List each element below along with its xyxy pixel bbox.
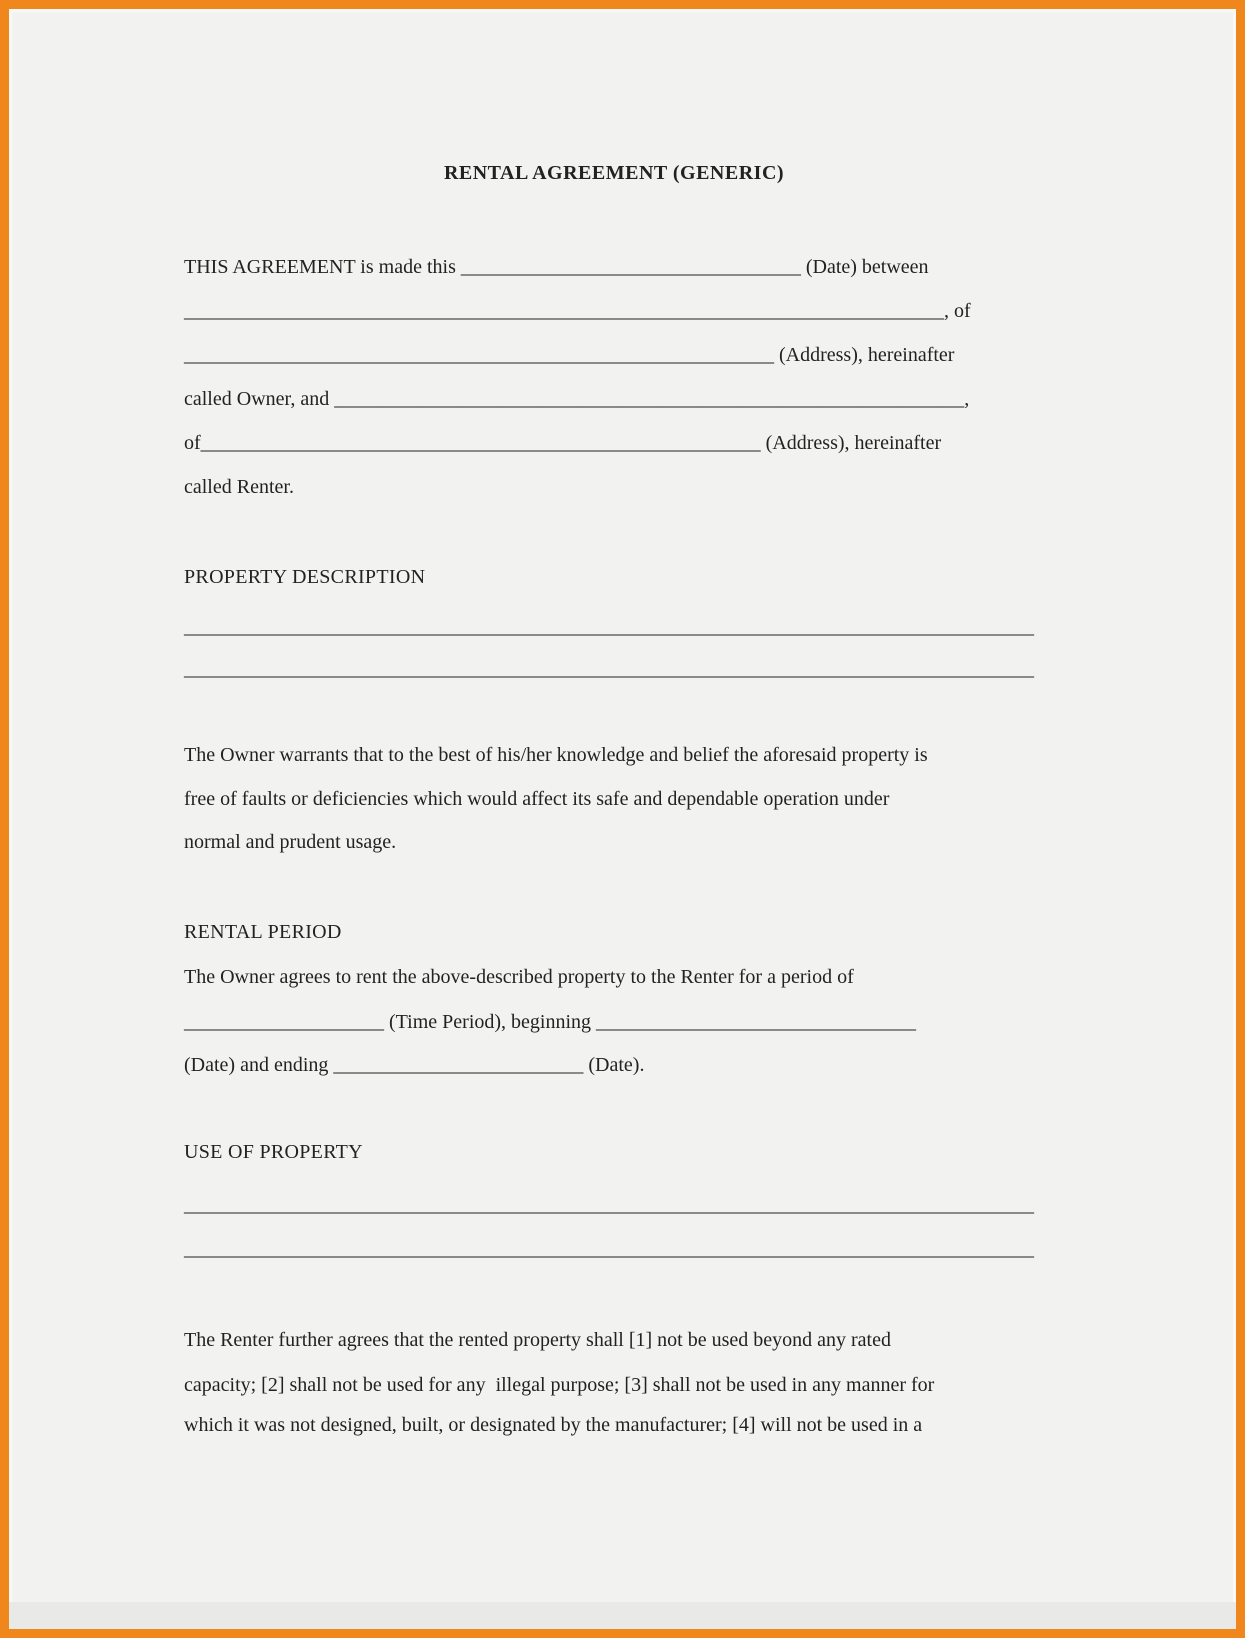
section-heading-property-description: PROPERTY DESCRIPTION [184, 566, 426, 588]
rental-period-line-1: The Owner agrees to rent the above-described property to the Renter for a period of [184, 966, 854, 988]
section-heading-rental-period: RENTAL PERIOD [184, 921, 342, 943]
document-title: RENTAL AGREEMENT (GENERIC) [443, 162, 785, 184]
warranty-line-2: free of faults or deficiencies which would affect its safe and dependable operation under [184, 788, 890, 810]
intro-line-1: THIS AGREEMENT is made this __________________________________ (Date) between [184, 256, 929, 278]
rental-period-line-3: (Date) and ending _________________________ (Date). [184, 1054, 645, 1076]
renter-terms-line-2: capacity; [2] shall not be used for any illegal purpose; [3] shall not be used in any manner for [184, 1374, 935, 1396]
document-content [184, 9, 1044, 1629]
property-description-blank-line-2: _____________________________________________________________________________________ [184, 658, 1034, 680]
renter-terms-line-1: The Renter further agrees that the rented property shall [1] not be used beyond any rated [184, 1329, 891, 1351]
warranty-line-3: normal and prudent usage. [184, 831, 397, 853]
intro-line-4: called Owner, and _______________________________________________________________, [184, 388, 970, 410]
intro-line-3: ___________________________________________________________ (Address), hereinafter [184, 344, 955, 366]
bottom-strip [9, 1602, 1236, 1629]
intro-line-6: called Renter. [184, 476, 294, 498]
intro-line-2: ____________________________________________________________________________, of [184, 300, 971, 322]
use-of-property-blank-line-2: _____________________________________________________________________________________ [184, 1238, 1034, 1260]
rental-period-line-2: ____________________ (Time Period), beginning ________________________________ [184, 1011, 917, 1033]
warranty-line-1: The Owner warrants that to the best of his/her knowledge and belief the aforesaid property is [184, 744, 928, 766]
property-description-blank-line-1: _____________________________________________________________________________________ [184, 616, 1034, 638]
use-of-property-blank-line-1: _____________________________________________________________________________________ [184, 1194, 1034, 1216]
section-heading-use-of-property: USE OF PROPERTY [184, 1141, 363, 1163]
renter-terms-line-3: which it was not designed, built, or designated by the manufacturer; [4] will not be used in a [184, 1414, 923, 1436]
intro-line-5: of________________________________________________________ (Address), hereinafter [184, 432, 942, 454]
